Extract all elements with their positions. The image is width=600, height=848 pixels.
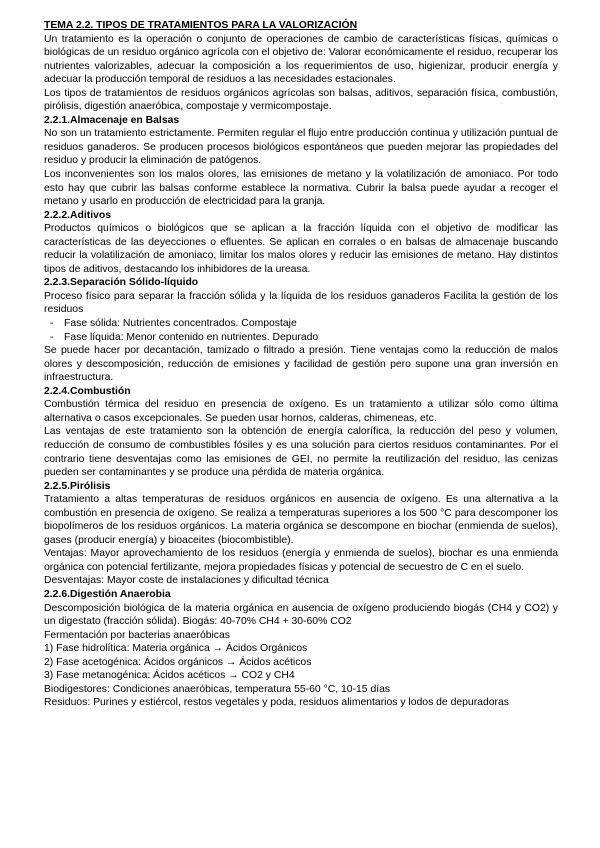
document-title: TEMA 2.2. TIPOS DE TRATAMIENTOS PARA LA VALORIZACIÓN	[44, 20, 358, 31]
section-heading-digestion: 2.2.6.Digestión Anaerobia	[44, 588, 171, 600]
paragraph: Descomposición biológica de la materia orgánica en ausencia de oxígeno produciendo biogás (CH4 y CO2) y un digestato (fracción sólida). Biogás: 40-70% CH4 + 30-60% CO2	[44, 602, 558, 628]
section-heading-balsas: 2.2.1.Almacenaje en Balsas	[44, 114, 180, 126]
paragraph: No son un tratamiento estrictamente. Permiten regular el flujo entre producción continua y utilización puntual de residuos ganaderos. Se producen procesos biológicos espontáneos que pueden mejorar las propiedades del residuo y producir la eliminación de patógenos.	[44, 128, 558, 167]
paragraph: Los inconvenientes son los malos olores, las emisiones de metano y la volatilización de amoniaco. Por todo esto hay que cubrir las balsas conforme establece la normativa. Cubrir la balsa puede ayudar a recoger el metano y usarlo en producción de electricidad para la granja.	[44, 169, 558, 208]
section-heading-aditivos: 2.2.2.Aditivos	[44, 209, 111, 221]
list-item: - Fase sólida: Nutrientes concentrados. Compostaje	[44, 317, 558, 331]
list-item: - Fase líquida: Menor contenido en nutrientes. Depurado	[44, 331, 558, 345]
paragraph: Tratamiento a altas temperaturas de residuos orgánicos en ausencia de oxígeno. Es una alternativa a la combustión en presencia de oxígeno. Se realiza a temperaturas superiores a los 500 °C para descomponer los biopolímeros de los residuos orgánicos. La materia orgánica se descompone en biochar (enmienda de suelos), gases (producir energía) y bioaceites (biocombistible).	[44, 494, 558, 546]
intro-paragraph: Los tipos de tratamientos de residuos orgánicos agrícolas son balsas, aditivos, separación física, combustión, pirólisis, digestión anaeróbica, compostaje y vermicompostaje.	[44, 87, 558, 113]
phase-line: 2) Fase acetogénica: Ácidos orgánicos → Ácidos acéticos	[44, 656, 312, 668]
paragraph: Se puede hacer por decantación, tamizado o filtrado a presión. Tiene ventajas como la reducción de malos olores y descomposición, reducción de emisiones y facilidad de gestión pero supone una gran inversión en infraestructura.	[44, 345, 558, 384]
section-heading-separacion: 2.2.3.Separación Sólido-líquido	[44, 277, 199, 289]
phase-line: 1) Fase hidrolítica: Materia orgánica → Ácidos Orgánicos	[44, 643, 308, 655]
phase-list	[44, 317, 558, 344]
paragraph: Ventajas: Mayor aprovechamiento de los residuos (energía y enmienda de suelos), biochar es una enmienda orgánica con potencial fertilizante, mejora propiedades físicas y potencial de secuestro de C en el suelo.	[44, 548, 558, 573]
phase-line: 3) Fase metanogénica: Ácidos acéticos → CO2 y CH4	[44, 670, 295, 682]
paragraph: Las ventajas de este tratamiento son la obtención de energía calorífica, la reducción del peso y volumen, reducción de consumo de combustibles fósiles y es una solución para ciertos residuos contaminantes. Por el contrario tiene desventajas como las emisiones de GEI, no permite la reutilización del residuo, las cenizas pueden ser contaminantes y se produce una pérdida de materia orgánica.	[44, 426, 558, 479]
paragraph: Combustión térmica del residuo en presencia de oxígeno. Es un tratamiento a utilizar sólo como última alternativa o casos excepcionales. Se pueden usar hornos, calderas, chimeneas, etc.	[44, 399, 558, 424]
paragraph: Fermentación por bacterias anaeróbicas	[44, 629, 230, 641]
paragraph: Residuos: Purines y estiércol, restos vegetales y poda, residuos alimentarios y lodos de depuradoras	[44, 697, 509, 709]
section-heading-pirolisis: 2.2.5.Pirólisis	[44, 480, 111, 492]
section-heading-combustion: 2.2.4.Combustión	[44, 385, 131, 397]
paragraph: Productos químicos o biológicos que se aplican a la fracción líquida con el objetivo de modificar las características de las deyecciones o efluentes. Se aplican en corrales o en balsas de almacenaje buscando reducir la volatilización de amoniaco, limitar los malos olores y reducir las emisiones de metano. Hay distintos tipos de aditivos, destacando los inhibidores de la ureasa.	[44, 223, 558, 275]
paragraph: Desventajas: Mayor coste de instalaciones y dificultad técnica	[44, 575, 329, 587]
intro-paragraph: Un tratamiento es la operación o conjunto de operaciones de cambio de características físicas, químicas o biológicas de un residuo orgánico agrícola con el objetivo de: Valorar económicamente el residuo, recuperar los nutrientes valorizables, adecuar la composición a los requerimientos de uso, higienizar, producir energía y adecuar la producción temporal de residuos a las necesidades estacionales.	[44, 33, 558, 86]
paragraph: Proceso físico para separar la fracción sólida y la líquida de los residuos ganaderos Facilita la gestión de los residuos	[44, 290, 558, 316]
paragraph: Biodigestores: Condiciones anaeróbicas, temperatura 55-60 °C, 10-15 días	[44, 683, 391, 695]
